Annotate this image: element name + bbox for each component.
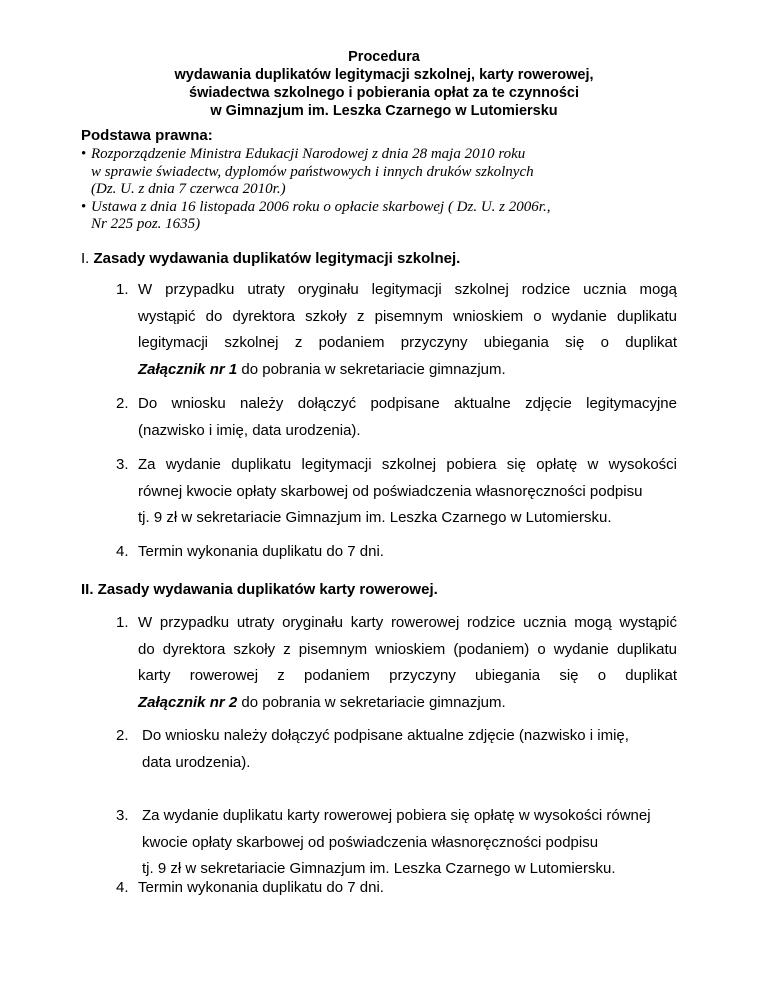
legal-basis-heading: Podstawa prawna:	[81, 127, 213, 144]
list-item: 4. Termin wykonania duplikatu do 7 dni.	[116, 879, 384, 896]
document-title	[0, 48, 768, 120]
list-item: 1. W przypadku utraty oryginału karty rowerowej rodzice ucznia mogą wystąpić do dyrektora szkoły z pisemnym wnioskiem (podaniem) o wydanie duplikatu karty rowerowej z podaniem przyczyny ubiegania się o duplikat Załącznik nr 2 do pobrania w sekretariacie gimnazjum.	[116, 614, 677, 711]
legal-basis-item-line: (Dz. U. z dnia 7 czerwca 2010r.)	[91, 181, 286, 197]
bullet-icon: •	[81, 198, 87, 215]
attachment-reference: Załącznik nr 1	[138, 360, 238, 378]
section-2-heading: II. Zasady wydawania duplikatów karty rowerowej.	[81, 581, 438, 598]
bullet-icon: •	[81, 146, 87, 162]
list-item: 1. W przypadku utraty oryginału legitymacji szkolnej rodzice ucznia mogą wystąpić do dyrektora szkoły z pisemnym wnioskiem o wydanie duplikatu legitymacji szkolnej z podaniem przyczyny ubiegania się o duplikat Załącznik nr 1 do pobrania w sekretariacie gimnazjum.	[116, 281, 677, 378]
legal-basis-item: • Rozporządzenie Ministra Edukacji Narodowej z dnia 28 maja 2010 roku	[81, 146, 526, 162]
list-item: 2. Do wniosku należy dołączyć podpisane aktualne zdjęcie legitymacyjne (nazwisko i imię, data urodzenia).	[116, 395, 677, 439]
list-item: 3. Za wydanie duplikatu legitymacji szkolnej pobiera się opłatę w wysokości równej kwocie opłaty skarbowej od poświadczenia własnoręczności podpisu tj. 9 zł w sekretariacie Gimnazjum im. Leszka Czarnego w Lutomiersku.	[116, 456, 677, 526]
list-item: 4. Termin wykonania duplikatu do 7 dni.	[116, 543, 384, 560]
attachment-reference: Załącznik nr 2	[138, 693, 238, 711]
title-line-4: w Gimnazjum im. Leszka Czarnego w Lutomiersku	[210, 103, 558, 119]
list-item: 3. Za wydanie duplikatu karty rowerowej pobiera się opłatę w wysokości równej kwocie opłaty skarbowej od poświadczenia własnoręczności podpisu tj. 9 zł w sekretariacie Gimnazjum im. Leszka Czarnego w Lutomiersku.	[116, 807, 651, 877]
legal-basis-list	[81, 146, 550, 234]
legal-basis-item: • Ustawa z dnia 16 listopada 2006 roku o opłacie skarbowej ( Dz. U. z 2006r.,	[81, 198, 551, 215]
title-line-2: wydawania duplikatów legitymacji szkolnej, karty rowerowej,	[174, 67, 594, 83]
list-item: 2. Do wniosku należy dołączyć podpisane aktualne zdjęcie (nazwisko i imię, data urodzenia).	[116, 727, 629, 771]
legal-basis-item-line: w sprawie świadectw, dyplomów państwowych i innych druków szkolnych	[91, 163, 534, 180]
section-1-heading: I. Zasady wydawania duplikatów legitymacji szkolnej.	[81, 250, 461, 267]
title-line-3: świadectwa szkolnego i pobierania opłat za te czynności	[189, 85, 579, 101]
title-line-1: Procedura	[348, 49, 420, 65]
legal-basis-item-line: Nr 225 poz. 1635)	[91, 216, 201, 232]
